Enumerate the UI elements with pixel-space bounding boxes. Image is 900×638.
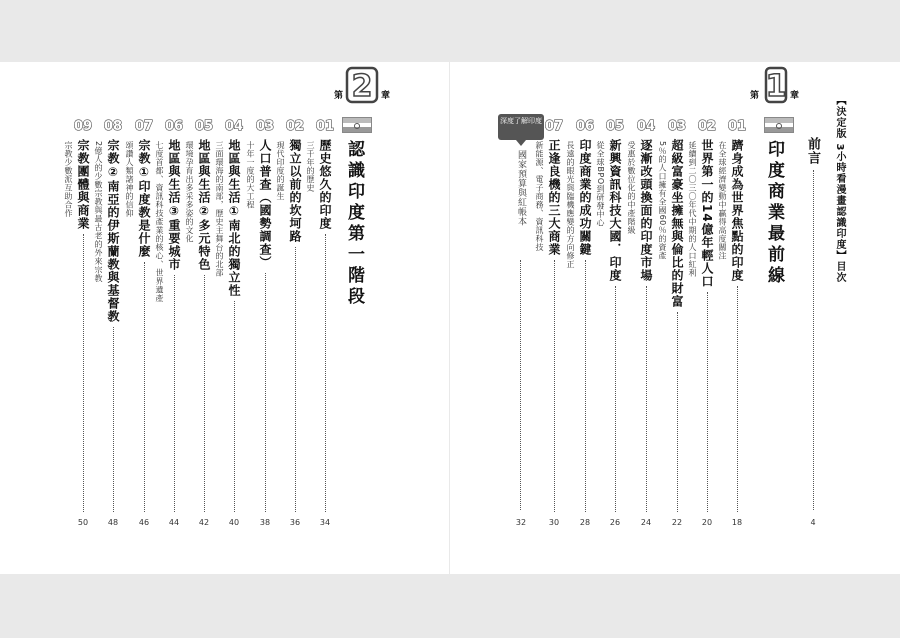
item-page-number: 48 [107, 518, 119, 527]
item-subtitle: 延續到二〇三〇年代中期的人口紅利 [688, 141, 697, 277]
deep-dive-callout: 深度了解印度 [498, 114, 544, 140]
item-leader [615, 286, 616, 512]
item-title: 宗教②南亞的伊斯蘭教與基督教 [106, 139, 120, 323]
item-title: 世界第一的14億年輕人口 [700, 139, 714, 288]
item-title: 新興資訊科技大國．印度 [608, 139, 622, 282]
item-title: 人口普查（國勢調查） [258, 139, 272, 269]
item-number: 07 [134, 119, 154, 134]
item-page-number: 46 [138, 518, 150, 527]
item-page-number: 22 [671, 518, 683, 527]
item-page-number: 50 [77, 518, 89, 527]
chapter1-word: 章 [790, 91, 800, 101]
deep-dive-page: 32 [515, 518, 527, 527]
item-page-number: 20 [701, 518, 713, 527]
item-leader [234, 301, 235, 512]
preface-page: 4 [810, 518, 816, 527]
item-page-number: 44 [168, 518, 180, 527]
item-title: 宗教①印度教是什麼 [137, 139, 151, 258]
item-page-number: 26 [609, 518, 621, 527]
chapter1-prefix: 第 [750, 91, 760, 101]
item-number: 06 [575, 119, 595, 134]
item-title: 歷史悠久的印度 [318, 139, 332, 230]
item-number: 05 [194, 119, 214, 134]
item-title: 正逢良機的三大商業 [547, 139, 561, 256]
item-subtitle: 三千年的歷史 [306, 141, 315, 192]
chapter2-word: 章 [381, 91, 391, 101]
item-page-number: 24 [640, 518, 652, 527]
item-leader [325, 234, 326, 512]
item-number: 02 [285, 119, 305, 134]
item-page-number: 36 [289, 518, 301, 527]
deep-dive-title: 國家預算與紅帳本 [516, 150, 526, 226]
item-title: 躋身成為世界焦點的印度 [730, 139, 744, 282]
chapter2-india-flag-icon [342, 117, 372, 133]
item-leader [677, 312, 678, 512]
item-page-number: 28 [579, 518, 591, 527]
item-leader [204, 275, 205, 512]
item-leader [737, 286, 738, 512]
chapter1-number-badge [762, 66, 790, 104]
item-page-number: 34 [319, 518, 331, 527]
item-subtitle: 長遠的眼光與臨機應變的方向修正 [566, 141, 575, 269]
item-subtitle: 頌讚人類諸神的信仰 [125, 141, 134, 218]
item-title: 地區與生活①南北的獨立性 [227, 139, 241, 297]
chapter2-number-badge [344, 66, 380, 104]
item-leader [646, 286, 647, 512]
item-subtitle: 在全球經濟變動中贏得高度關注 [718, 141, 727, 260]
item-number: 04 [224, 119, 244, 134]
item-subtitle: 三面環海的南部，歷史主舞台的北部 [215, 141, 224, 277]
item-leader [295, 247, 296, 512]
item-title: 獨立以前的坎坷路 [288, 139, 302, 243]
chapter2-title: 認識印度第一階段 [344, 140, 364, 308]
item-number: 01 [315, 119, 335, 134]
item-title: 地區與生活②多元特色 [197, 139, 211, 271]
item-subtitle: 環境孕育出多采多姿的文化 [185, 141, 194, 243]
item-title: 超級富豪坐擁無與倫比的財富 [670, 139, 684, 308]
item-subtitle: 受惠於數位化的中產階級 [627, 141, 636, 235]
item-number: 02 [697, 119, 717, 134]
item-number: 03 [667, 119, 687, 134]
item-number: 05 [605, 119, 625, 134]
preface-leader [813, 170, 814, 510]
item-number: 03 [255, 119, 275, 134]
chapter1-title: 印度商業最前線 [764, 140, 784, 287]
item-subtitle: 現代印度的誕生 [276, 141, 285, 201]
item-page-number: 30 [548, 518, 560, 527]
deep-dive-callout-tail-icon [516, 140, 526, 146]
deep-dive-leader [520, 260, 521, 510]
item-leader [554, 260, 555, 512]
item-leader [83, 234, 84, 512]
item-number: 01 [727, 119, 747, 134]
item-title: 宗教團體與商業 [76, 139, 90, 230]
item-leader [144, 262, 145, 512]
item-subtitle: 2億人的少數宗教與最古老的外來宗教 [94, 141, 103, 283]
item-subtitle: 十年一度的大工程 [246, 141, 255, 209]
item-leader [585, 260, 586, 512]
item-number: 09 [73, 119, 93, 134]
item-page-number: 40 [228, 518, 240, 527]
item-subtitle: 新能源、電子商務、資訊科技 [535, 141, 544, 252]
chapter1-number: 1 [765, 69, 787, 104]
item-subtitle: 從全球BPO到研發中心 [596, 141, 605, 228]
item-subtitle: 宗教少數派互助合作 [64, 141, 73, 218]
left-page [0, 62, 449, 574]
item-title: 地區與生活③重要城市 [167, 139, 181, 271]
preface-label: 前言 [805, 137, 820, 165]
item-subtitle: 5％的人口擁有全國60％的資產 [658, 141, 667, 260]
item-page-number: 18 [731, 518, 743, 527]
item-leader [174, 275, 175, 512]
item-number: 07 [544, 119, 564, 134]
item-page-number: 38 [259, 518, 271, 527]
book-toc-title: 【決定版 3小時看漫畫認識印度】目次 [834, 95, 845, 284]
item-title: 逐漸改頭換面的印度市場 [639, 139, 653, 282]
item-number: 04 [636, 119, 656, 134]
item-number: 08 [103, 119, 123, 134]
item-leader [265, 273, 266, 512]
chapter2-prefix: 第 [334, 91, 344, 101]
item-number: 06 [164, 119, 184, 134]
item-page-number: 42 [198, 518, 210, 527]
item-title: 印度商業的成功關鍵 [578, 139, 592, 256]
item-subtitle: 七度首都、資訊科技產業的核心、世界遺產 [155, 141, 164, 303]
chapter2-number: 2 [351, 69, 373, 104]
item-leader [707, 292, 708, 512]
item-leader [113, 327, 114, 512]
chapter1-india-flag-icon [764, 117, 794, 133]
